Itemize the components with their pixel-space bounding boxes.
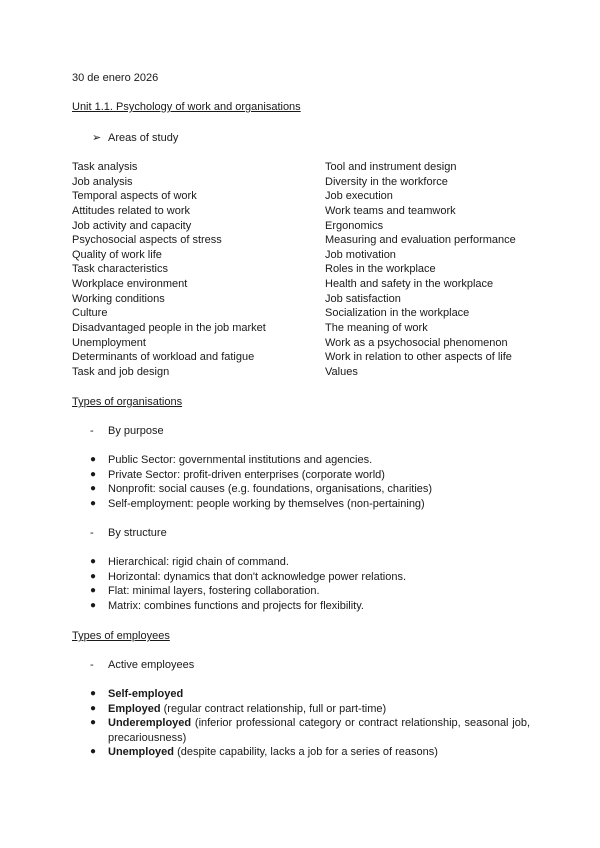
area-item: Unemployment <box>72 336 146 349</box>
list-item: ● Nonprofit: social causes (e.g. foundations, organisations, charities) <box>90 483 433 496</box>
bullet-icon: ● <box>90 556 97 567</box>
dash-bullet: - <box>90 659 94 671</box>
areas-left-column <box>72 160 266 380</box>
bullet-icon: ● <box>90 599 97 611</box>
area-item: Task and job design <box>72 365 170 378</box>
employee-description: (inferior professional category or contract relationship, seasonal job, precariousness) <box>108 717 530 744</box>
area-item: Disadvantaged people in the job market <box>72 322 266 335</box>
area-item: Temporal aspects of work <box>72 190 197 203</box>
employee-term: Employed <box>108 702 161 715</box>
list-item <box>90 702 530 717</box>
area-item: Psychosocial aspects of stress <box>72 234 222 247</box>
employee-types-heading: Types of employees <box>72 630 170 642</box>
area-item: Roles in the workplace <box>325 263 436 276</box>
area-item: Task characteristics <box>72 263 168 276</box>
area-item: Work as a psychosocial phenomenon <box>325 336 508 349</box>
bullet-icon: ● <box>90 746 97 758</box>
bullet-icon: ● <box>90 570 97 582</box>
employee-description: (regular contract relationship, full or part-time) <box>160 702 387 715</box>
list-item: ● Horizontal: dynamics that don't acknowledge power relations. <box>90 570 407 583</box>
employee-types-list <box>90 687 530 760</box>
employee-term: Unemployed <box>108 746 175 759</box>
area-item: Measuring and evaluation performance <box>325 234 516 247</box>
employee-term: Self-employed <box>108 688 184 700</box>
area-item: Work teams and teamwork <box>325 204 456 217</box>
list-item: ● Hierarchical: rigid chain of command. <box>90 556 289 568</box>
area-item: Job motivation <box>325 248 396 261</box>
bullet-icon: ● <box>90 585 97 597</box>
area-item: Workplace environment <box>72 278 188 291</box>
list-item: ● Public Sector: governmental institutions and agencies. <box>90 454 373 466</box>
list-item: ● Self-employment: people working by themselves (non-pertaining) <box>90 497 425 510</box>
areas-of-study-heading <box>92 131 178 145</box>
bullet-icon: ● <box>90 497 97 509</box>
area-item: Working conditions <box>72 292 165 305</box>
bullet-icon: ● <box>90 702 97 714</box>
area-item: Job analysis <box>72 175 133 188</box>
area-item: Work in relation to other aspects of life <box>325 351 512 364</box>
bullet-icon: ● <box>90 483 97 495</box>
dash-bullet: - <box>90 425 94 437</box>
unit-title: Unit 1.1. Psychology of work and organisations <box>72 101 301 113</box>
area-item: Culture <box>72 307 108 320</box>
document-date: 30 de enero 2026 <box>72 72 159 84</box>
area-item: Health and safety in the workplace <box>325 278 494 291</box>
area-item: Values <box>325 365 358 378</box>
areas-right-column <box>325 160 516 380</box>
area-item: Diversity in the workforce <box>325 175 448 188</box>
list-item <box>90 745 530 760</box>
by-purpose-list <box>90 453 530 511</box>
by-structure-list <box>90 555 530 613</box>
employee-term: Underemployed <box>108 717 192 730</box>
area-item: Attitudes related to work <box>72 204 191 217</box>
bullet-icon: ● <box>90 468 97 480</box>
list-item: ● Private Sector: profit-driven enterprises (corporate world) <box>90 468 385 481</box>
area-item: Ergonomics <box>325 219 384 232</box>
area-item: Tool and instrument design <box>325 161 457 173</box>
dash-bullet: - <box>90 527 94 539</box>
area-item: Socialization in the workplace <box>325 307 470 320</box>
by-structure-subheading <box>90 526 167 540</box>
list-item <box>90 687 530 702</box>
area-item: Determinants of workload and fatigue <box>72 351 255 364</box>
area-item: Task analysis <box>72 161 138 173</box>
arrow-bullet-icon: ➢ <box>92 132 102 144</box>
employee-description: (despite capability, lacks a job for a series of reasons) <box>174 746 438 759</box>
bullet-icon: ● <box>90 688 97 699</box>
areas-of-study-label: Areas of study <box>108 132 179 144</box>
by-purpose-subheading <box>90 424 164 438</box>
active-employees-subheading <box>90 658 194 672</box>
area-item: The meaning of work <box>325 322 428 335</box>
active-employees-label: Active employees <box>108 659 195 671</box>
area-item: Job activity and capacity <box>72 219 192 232</box>
area-item: Job satisfaction <box>325 292 401 305</box>
area-item: Quality of work life <box>72 248 162 261</box>
bullet-icon: ● <box>90 717 97 729</box>
org-types-heading: Types of organisations <box>72 396 183 408</box>
list-item: ● Flat: minimal layers, fostering collaboration. <box>90 585 320 598</box>
by-structure-label: By structure <box>108 527 167 539</box>
bullet-icon: ● <box>90 454 97 465</box>
list-item <box>90 716 530 745</box>
list-item: ● Matrix: combines functions and projects for flexibility. <box>90 599 364 612</box>
by-purpose-label: By purpose <box>108 425 164 437</box>
area-item: Job execution <box>325 190 393 203</box>
